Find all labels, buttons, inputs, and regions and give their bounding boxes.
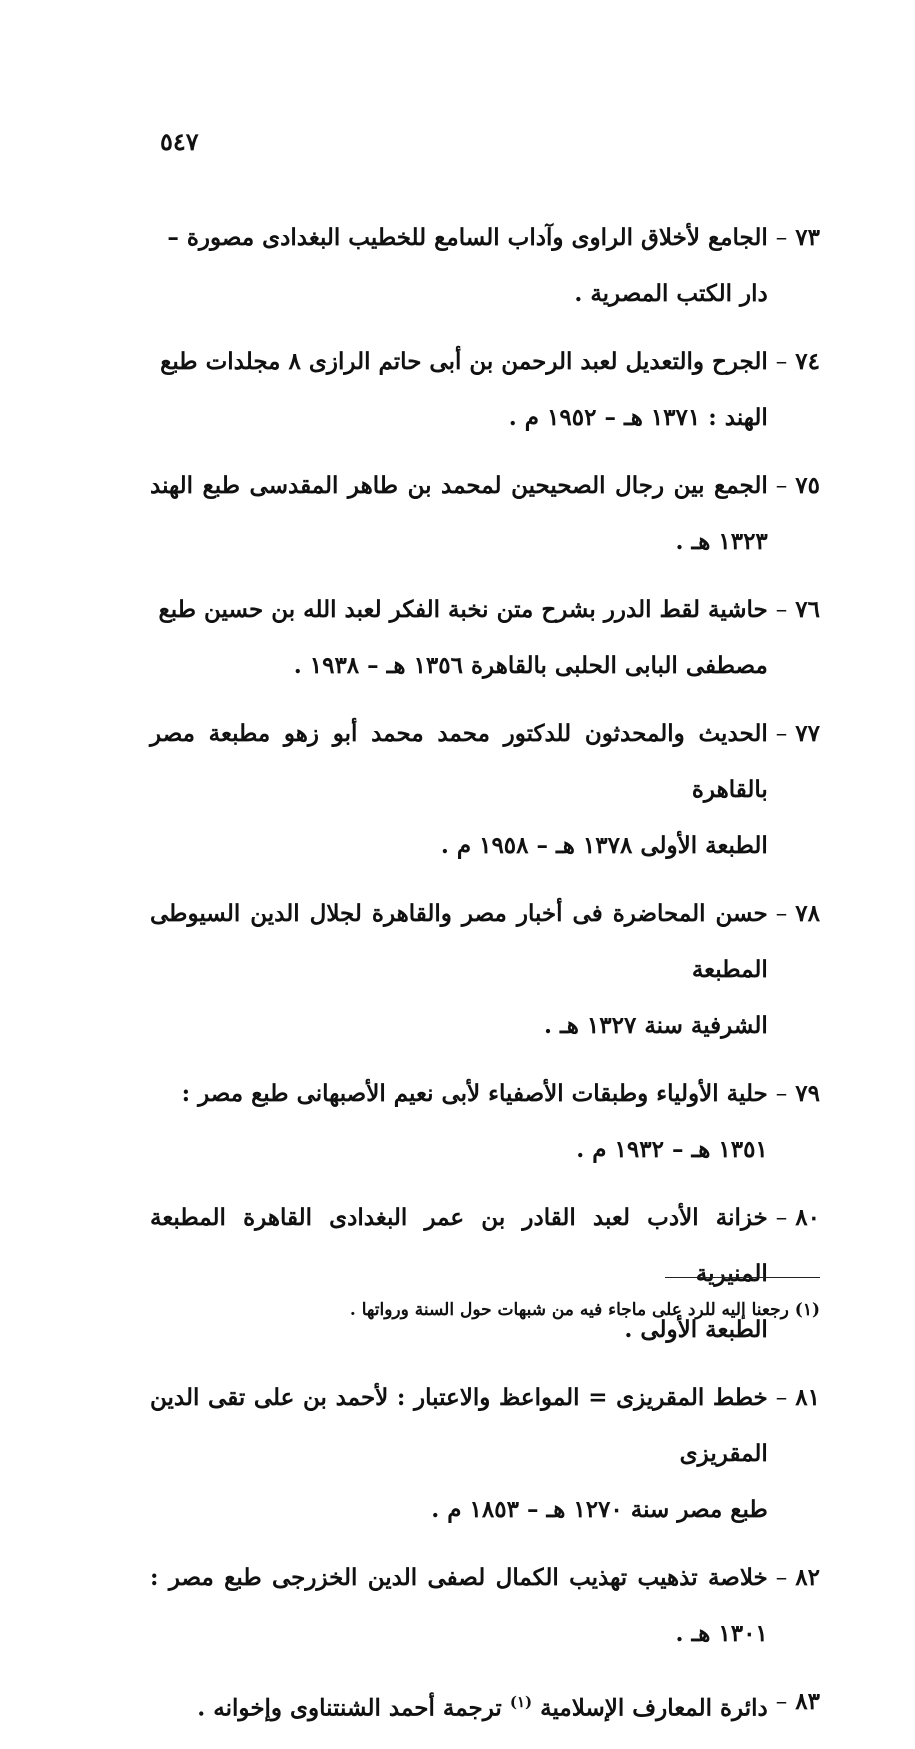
bibliography-entry	[150, 1370, 820, 1538]
entry-dash: –	[775, 1565, 788, 1591]
bibliography-entry	[150, 582, 820, 694]
entry-text	[150, 1066, 768, 1178]
footnote-marker: (١)	[794, 1300, 820, 1320]
entry-line: الشرفية سنة ١٣٢٧ هـ .	[544, 1012, 768, 1039]
bibliography-entry	[150, 458, 820, 570]
entry-number: ٧٨	[795, 900, 820, 927]
bibliography-entry	[150, 886, 820, 1054]
entry-dash: –	[775, 473, 788, 499]
entry-number: ٧٣	[795, 224, 820, 251]
entry-number: ٨١	[795, 1384, 820, 1411]
entry-text	[150, 706, 768, 874]
entry-number: ٧٥	[795, 472, 820, 499]
entry-dash: –	[775, 1205, 788, 1231]
bibliography-entry	[150, 1190, 820, 1358]
footnote-reference[interactable]: (١)	[509, 1693, 533, 1711]
entry-line: الجمع بين رجال الصحيحين لمحمد بن طاهر المقدسى طبع الهند ١٣٢٣ هـ .	[150, 472, 768, 555]
entry-line: حاشية لقط الدرر بشرح متن نخبة الفكر لعبد الله بن حسين طبع	[158, 596, 768, 623]
bibliography-entry	[150, 1550, 820, 1662]
entry-number: ٨٠	[795, 1204, 820, 1231]
footnote	[300, 1296, 820, 1324]
entry-text	[150, 1190, 768, 1358]
entry-line: دار الكتب المصرية .	[574, 280, 768, 307]
bibliography-entry	[150, 210, 820, 322]
entry-line: حلية الأولياء وطبقات الأصفياء لأبى نعيم الأصبهانى طبع مصر :	[181, 1080, 768, 1107]
entry-number: ٨٢	[795, 1564, 820, 1591]
entry-line: ١٣٥١ هـ – ١٩٣٢ م .	[576, 1136, 768, 1163]
entry-line: الجرح والتعديل لعبد الرحمن بن أبى حاتم الرازى ٨ مجلدات طبع	[160, 348, 768, 375]
entry-dash: –	[775, 597, 788, 623]
bibliography-entry	[150, 1674, 820, 1737]
entry-title-rest: ترجمة أحمد الشنتناوى وإخوانه .	[197, 1694, 502, 1722]
entry-line: الطبعة الأولى .	[624, 1316, 768, 1343]
footnote-divider	[665, 1277, 820, 1278]
entry-title: دائرة المعارف الإسلامية	[540, 1694, 768, 1722]
entry-text	[150, 334, 768, 446]
entry-dash: –	[775, 225, 788, 251]
bibliography-entry	[150, 706, 820, 874]
entry-text	[150, 886, 768, 1054]
entry-text	[150, 582, 768, 694]
footnote-text: رجعنا إليه للرد على ماجاء فيه من شبهات حول السنة ورواتها .	[349, 1300, 789, 1320]
entry-dash: –	[775, 1689, 788, 1715]
page-number: ٥٤٧	[160, 127, 199, 156]
entry-line: الطبعة الأولى ١٣٧٨ هـ – ١٩٥٨ م .	[440, 832, 768, 859]
entry-line: الجامع لأخلاق الراوى وآداب السامع للخطيب البغدادى مصورة –	[167, 224, 768, 251]
entry-dash: –	[775, 349, 788, 375]
entry-number: ٧٤	[795, 348, 820, 375]
entry-number: ٧٧	[795, 720, 820, 747]
entry-dash: –	[775, 1081, 788, 1107]
entry-number: ٧٩	[795, 1080, 820, 1107]
entry-line: خزانة الأدب لعبد القادر بن عمر البغدادى القاهرة المطبعة المنيرية	[150, 1204, 768, 1287]
entry-line: خلاصة تذهيب تهذيب الكمال لصفى الدين الخزرجى طبع مصر : ١٣٠١ هـ .	[150, 1564, 768, 1647]
entry-line: الهند : ١٣٧١ هـ – ١٩٥٢ م .	[508, 404, 768, 431]
bibliography-entry	[150, 334, 820, 446]
entry-dash: –	[775, 721, 788, 747]
entry-text	[150, 1550, 768, 1662]
entry-text	[150, 1674, 768, 1737]
entry-line: الحديث والمحدثون للدكتور محمد محمد أبو زهو مطبعة مصر بالقاهرة	[150, 720, 768, 803]
entry-dash: –	[775, 901, 788, 927]
entry-line	[150, 1674, 768, 1737]
entry-number: ٨٣	[795, 1688, 820, 1715]
entry-line: مصطفى البابى الحلبى بالقاهرة ١٣٥٦ هـ – ١٩٣٨ .	[293, 652, 768, 679]
entry-number: ٧٦	[795, 596, 820, 623]
bibliography-entry	[150, 1066, 820, 1178]
entry-line: خطط المقريزى = المواعظ والاعتبار : لأحمد بن على تقى الدين المقريزى	[150, 1384, 768, 1467]
entry-text	[150, 1370, 768, 1538]
entry-line: حسن المحاضرة فى أخبار مصر والقاهرة لجلال الدين السيوطى المطبعة	[150, 900, 768, 983]
entry-text	[150, 458, 768, 570]
entry-text	[150, 210, 768, 322]
entry-line: طبع مصر سنة ١٢٧٠ هـ – ١٨٥٣ م .	[431, 1496, 768, 1523]
bibliography-list	[150, 210, 820, 1749]
entry-dash: –	[775, 1385, 788, 1411]
